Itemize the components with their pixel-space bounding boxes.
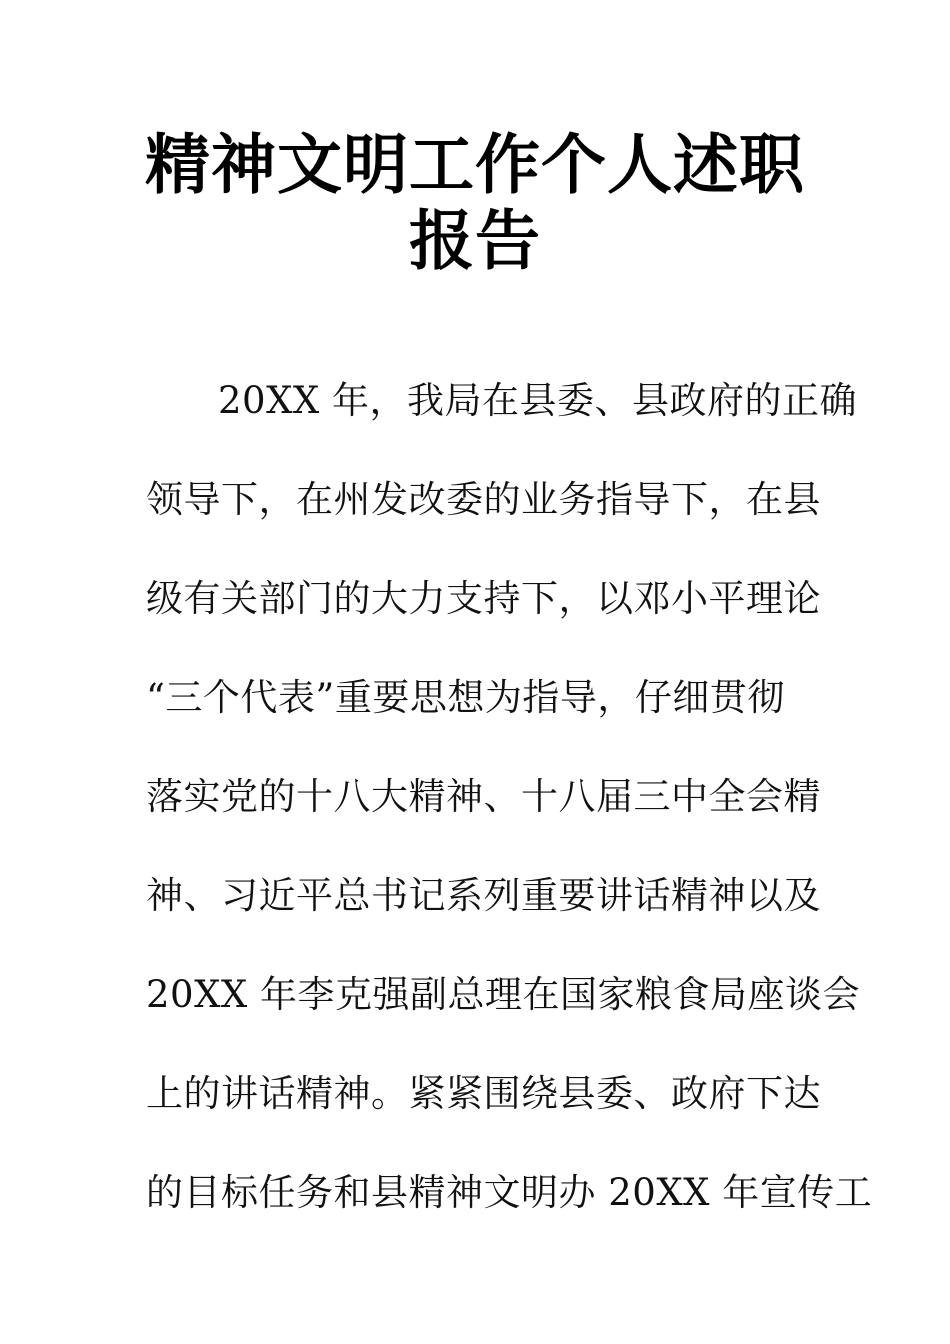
- body-line: “三个代表”重要思想为指导，仔细贯彻: [146, 676, 785, 719]
- body-line: 的目标任务和县精神文明办 20XX 年宣传工: [146, 1171, 873, 1214]
- body-line: 级有关部门的大力支持下，以邓小平理论: [146, 577, 821, 620]
- body-line: 领导下，在州发改委的业务指导下，在县: [146, 478, 821, 521]
- body-text: [146, 368, 873, 1259]
- body-line: 落实党的十八大精神、十八届三中全会精: [146, 775, 821, 818]
- body-line: 上的讲话精神。紧紧围绕县委、政府下达: [146, 1072, 821, 1115]
- body-line: 20XX 年，我局在县委、县政府的正确: [218, 379, 858, 422]
- body-line: 神、习近平总书记系列重要讲话精神以及: [146, 874, 821, 917]
- document-title: 精神文明工作个人述职报告: [144, 127, 805, 279]
- body-line: 20XX 年李克强副总理在国家粮食局座谈会: [146, 973, 861, 1016]
